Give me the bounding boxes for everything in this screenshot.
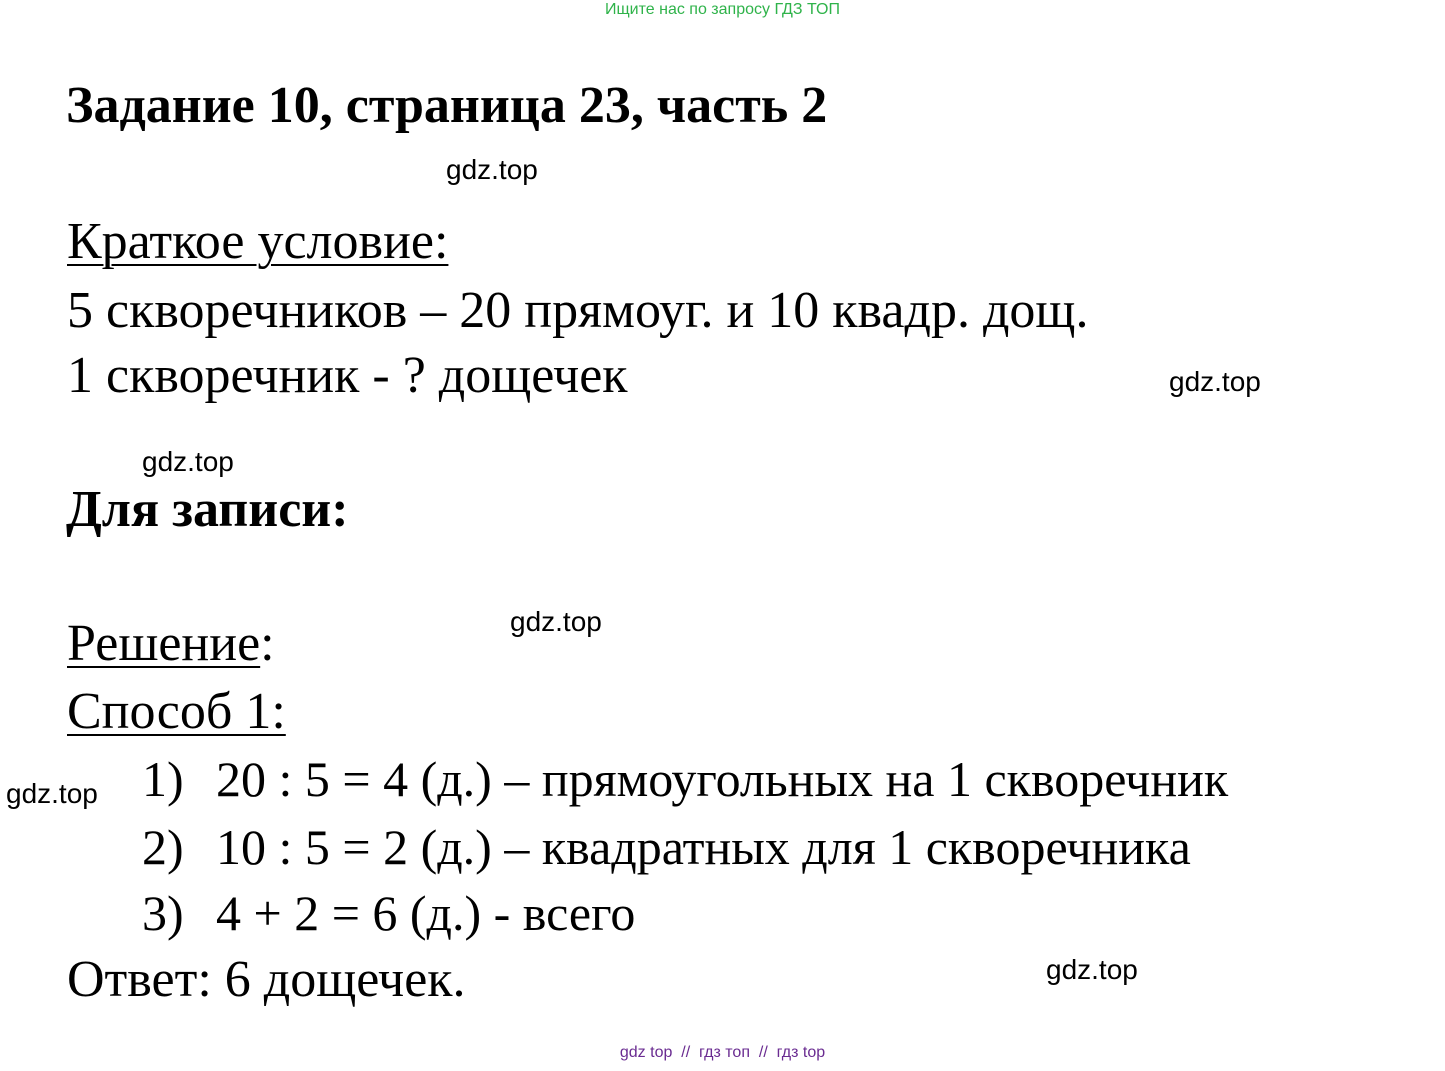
top-banner: Ищите нас по запросу ГДЗ ТОП bbox=[605, 1, 840, 18]
step-number: 3) bbox=[142, 885, 184, 941]
watermark: gdz.top bbox=[1169, 366, 1261, 397]
brief-condition-heading: Краткое условие: bbox=[67, 213, 449, 270]
step-text: 20 : 5 = 4 (д.) – прямоугольных на 1 скворечник bbox=[216, 751, 1229, 807]
step-text: 4 + 2 = 6 (д.) - всего bbox=[216, 885, 636, 941]
solution-step bbox=[142, 818, 1191, 876]
watermark: gdz.top bbox=[446, 154, 538, 185]
brief-condition-line: 1 скворечник - ? дощечек bbox=[67, 347, 628, 404]
solution-step bbox=[142, 884, 635, 942]
brief-condition-line: 5 скворечников – 20 прямоуг. и 10 квадр. дощ. bbox=[67, 282, 1089, 339]
solution-heading-wrap bbox=[67, 614, 275, 673]
for-record-heading: Для записи: bbox=[66, 481, 349, 538]
watermark: gdz.top bbox=[6, 778, 98, 809]
step-number: 1) bbox=[142, 751, 184, 807]
step-number: 2) bbox=[142, 819, 184, 875]
solution-step bbox=[142, 750, 1228, 808]
watermark: gdz.top bbox=[510, 606, 602, 637]
method-heading: Способ 1: bbox=[67, 683, 286, 740]
footer-watermark: gdz top // гдз топ // гдз top bbox=[619, 1044, 826, 1061]
watermark: gdz.top bbox=[1046, 954, 1138, 985]
page-title: Задание 10, страница 23, часть 2 bbox=[66, 77, 828, 134]
solution-heading-colon: : bbox=[260, 615, 275, 672]
answer: Ответ: 6 дощечек. bbox=[67, 951, 466, 1008]
watermark: gdz.top bbox=[142, 446, 234, 477]
solution-heading: Решение bbox=[67, 615, 261, 672]
step-text: 10 : 5 = 2 (д.) – квадратных для 1 скворечника bbox=[216, 819, 1191, 875]
